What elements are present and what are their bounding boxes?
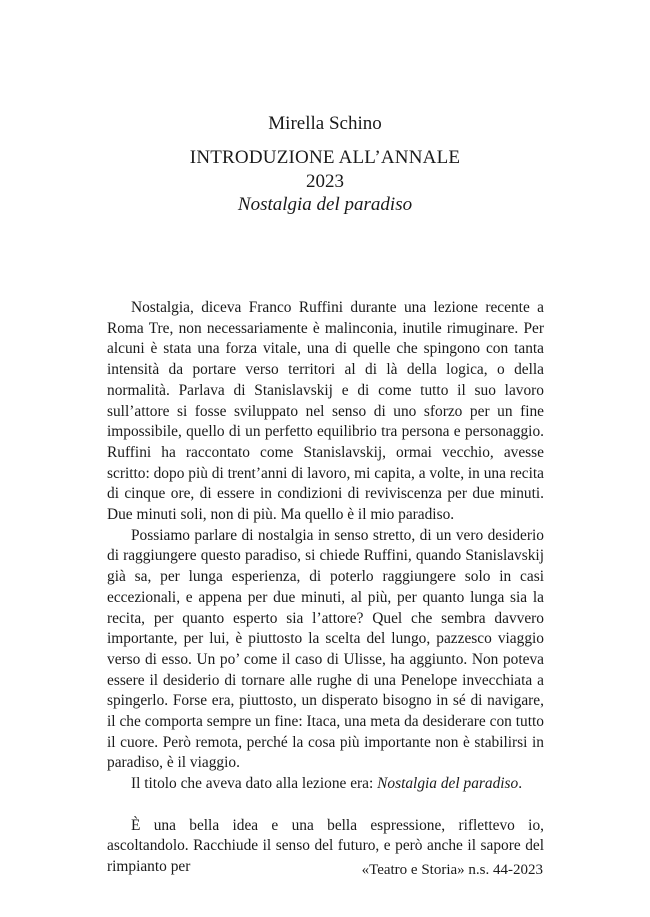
article-subtitle: Nostalgia del paradiso: [237, 194, 413, 215]
journal-footer: «Teatro e Storia» n.s. 44-2023: [361, 862, 543, 878]
article-year: 2023: [306, 171, 344, 192]
paragraph-3-text: Il titolo che aveva dato alla lezione era:: [131, 775, 378, 793]
article-body: [107, 298, 544, 878]
paragraph-2: Possiamo parlare di nostalgia in senso stretto, di un vero desiderio di raggiungere questo paradiso, si chiede Ruffini, quando Stanislavskij già sa, per lunga esperienza, di poterlo raggiungere solo in casi eccezionali, e appena per due minuti, al più, per quanto lunga sia la recita, per quanto esperto sia l’attore? Quel che sembra davvero importante, per lui, è piuttosto la scelta del lungo, pazzesco viaggio verso di esso. Un po’ come il caso di Ulisse, ha aggiunto. Non poteva essere il desiderio di tornare alle rughe di una Penelope invecchiata a spingerlo. Forse era, piuttosto, un disperato bisogno in sé di navigare, il che comporta sempre un fine: Itaca, una meta da desiderare con tutto il cuore. Però remota, perché la cosa più importante non è stabilirsi in paradiso, è il viaggio.: [107, 526, 544, 772]
article-title: INTRODUZIONE ALL’ANNALE: [189, 147, 461, 168]
paragraph-3-end: .: [518, 775, 523, 793]
paragraph-1: Nostalgia, diceva Franco Ruffini durante una lezione recente a Roma Tre, non necessariamente è malinconia, inutile rimuginare. Per alcuni è stata una forza vitale, una di quelle che spingono con tanta intensità da portare verso territori al di là della logica, o della normalità. Parlava di Stanislavskij e di come tutto il suo lavoro sull’attore si fosse sviluppato nel senso di uno sforzo per un fine impossibile, quello di un perfetto equilibrio tra persona e personaggio. Ruffini ha raccontato come Stanislavskij, ormai vecchio, avesse scritto: dopo più di trent’anni di lavoro, mi capita, a volte, in una recita di cinque ore, di essere in condizioni di reviviscenza per due minuti. Due minuti soli, non di più. Ma quello è il mio paradiso.: [107, 299, 544, 524]
author-name: Mirella Schino: [268, 113, 382, 134]
lecture-title: Nostalgia del paradiso: [377, 775, 519, 793]
paragraph-4: È una bella idea e una bella espressione, riflettevo io, ascoltandolo. Racchiude il senso del futuro, e però anche il sapore del rimpianto per: [107, 816, 544, 875]
paragraph-3: [107, 774, 544, 795]
